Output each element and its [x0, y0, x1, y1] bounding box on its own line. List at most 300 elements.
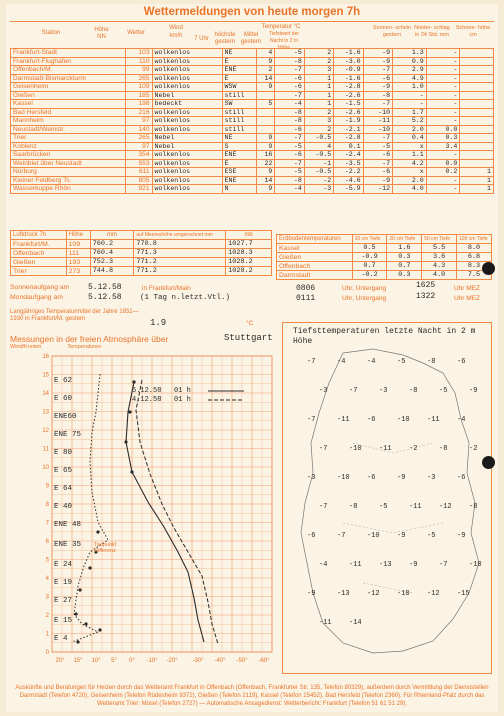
temp-mean: -3.5 [334, 159, 363, 168]
pressure-station: Trier [11, 267, 67, 276]
snow-depth: 1 [460, 168, 494, 177]
height-tick-label: 9 [45, 483, 49, 490]
aerology-title: Messungen in der freien Atmosphäre über [10, 334, 169, 344]
snow-depth: 1 [460, 176, 494, 185]
temp-7h: -6 [275, 74, 304, 83]
station-row [11, 49, 494, 58]
station-height: 354 [125, 151, 152, 160]
soil-50cm: 3.6 [422, 253, 457, 262]
wind-direction: ENE [222, 66, 257, 75]
moonset-time: 1322 [416, 292, 436, 301]
soil-station: Gießen [277, 253, 353, 262]
map-temperature-value: -5 [427, 532, 436, 540]
map-temperature-value: -2 [469, 445, 478, 453]
sunshine-hours: x [393, 142, 427, 151]
station-height: 109 [125, 83, 152, 92]
station-row [11, 100, 494, 109]
temp-max: -0.5 [304, 168, 333, 177]
precipitation: - [426, 91, 460, 100]
snow-depth [460, 134, 494, 143]
station-height: 97 [125, 142, 152, 151]
soil-row [277, 244, 492, 253]
snow-depth [460, 159, 494, 168]
snow-depth [460, 125, 494, 134]
header-wind-unit: km/h [169, 33, 183, 39]
height-tick-label: 3 [45, 594, 49, 601]
wind-direction: still [222, 125, 257, 134]
snow-depth [460, 74, 494, 83]
map-temperature-value: -2 [409, 445, 418, 453]
station-row [11, 125, 494, 134]
wind-speed: 9 [257, 83, 275, 92]
germany-outline-map [283, 323, 493, 675]
wind-direction: E [222, 159, 257, 168]
station-weather: wolkenlos [152, 49, 222, 58]
station-height: 265 [125, 134, 152, 143]
precipitation: - [426, 176, 460, 185]
in-frankfurt-label: in Frankfurt/Main [142, 285, 191, 292]
pressure-sealevel-mm: 771.2 [134, 258, 226, 267]
map-temperature-value: -9 [409, 561, 418, 569]
station-name: Offenbach/M. [11, 66, 126, 75]
snow-depth [460, 142, 494, 151]
snow-depth [460, 100, 494, 109]
station-row [11, 117, 494, 126]
temp-max: -3 [304, 185, 333, 194]
map-temperature-value: -12 [367, 590, 380, 598]
sunshine-hours: 2.0 [393, 125, 427, 134]
height-tick-label: 7 [45, 520, 49, 527]
height-tick-label: 0 [45, 650, 49, 656]
temp-mean: -1.6 [334, 74, 363, 83]
sunshine-hours: 4.9 [393, 74, 427, 83]
pressure-sealevel-mm: 771.2 [134, 267, 226, 276]
soil-100cm: 8.3 [457, 262, 492, 271]
soil-row [277, 262, 492, 271]
station-row [11, 185, 494, 194]
soil-station: Darmstadt [277, 271, 353, 280]
wind-speed: 4 [257, 49, 275, 58]
map-temperature-value: -13 [379, 561, 392, 569]
map-temperature-value: -3 [319, 387, 328, 395]
wind-label: E 4 [54, 635, 68, 643]
sunshine-hours: 2.0 [393, 176, 427, 185]
station-weather: wolkenlos [152, 159, 222, 168]
wind-speed: 2 [257, 66, 275, 75]
precipitation: - [426, 100, 460, 109]
country-outline [301, 349, 479, 653]
pressure-mb: 1028.2 [226, 258, 272, 267]
precipitation: - [426, 57, 460, 66]
wind-speed: 9 [257, 57, 275, 66]
soil-head-50: 50 cm Tiefe [422, 235, 457, 244]
pressure-mm: 744.8 [90, 267, 134, 276]
profile-marker [88, 566, 91, 569]
snow-depth [460, 83, 494, 92]
station-height: 611 [125, 168, 152, 177]
station-row [11, 176, 494, 185]
wind-speed: 16 [257, 151, 275, 160]
temp-max: -0.5 [304, 134, 333, 143]
precipitation: - [426, 108, 460, 117]
station-weather: wolkenlos [152, 151, 222, 160]
map-temperature-value: -8 [469, 503, 478, 511]
precipitation: - [426, 49, 460, 58]
map-temperature-value: -4 [457, 416, 466, 424]
temp-max: -0.5 [304, 151, 333, 160]
station-name: Weinbiet über Neustadt [11, 159, 126, 168]
legend-date-2: 4.12.58 [132, 396, 162, 404]
temp-7h: -6 [275, 83, 304, 92]
station-row [11, 91, 494, 100]
map-temperature-value: -11 [379, 445, 392, 453]
longterm-unit: °C [246, 320, 254, 327]
pressure-head-sealevel: auf Meereshöhe umgerechnet mm [134, 231, 226, 240]
station-height: 97 [125, 117, 152, 126]
height-tick-label: 13 [42, 409, 49, 416]
temp-max: 1 [304, 100, 333, 109]
punch-hole-upper [482, 262, 495, 275]
legend-time-1: 01 h [174, 387, 191, 395]
map-temperature-value: -6 [367, 474, 376, 482]
wind-direction: still [222, 117, 257, 126]
wind-speed [257, 117, 275, 126]
temp-min-night: -7 [363, 134, 392, 143]
aerology-place: Stuttgart [224, 333, 273, 343]
station-weather: wolkenlos [152, 176, 222, 185]
pressure-height: 109 [66, 240, 90, 249]
map-temperature-value: -13 [337, 590, 350, 598]
pressure-station: Frankfurt/M. [11, 240, 67, 249]
precipitation: 0.0 [426, 159, 460, 168]
wind-speed: 9 [257, 185, 275, 194]
soil-20cm: 0.3 [387, 253, 422, 262]
temp-mean: 0.1 [334, 142, 363, 151]
wind-speed: 9 [257, 142, 275, 151]
map-temperature-value: -3 [307, 474, 316, 482]
temp-7h: -5 [275, 168, 304, 177]
station-name: Neustadt/Weinstr. [11, 125, 126, 134]
map-temperature-value: -10 [397, 590, 410, 598]
x-tick-label: 20° [55, 658, 65, 664]
pressure-head-mb: mb [226, 231, 272, 240]
temp-max: 3 [304, 117, 333, 126]
sunrise-label: Sonnenaufgang am [10, 284, 70, 291]
pressure-height: 111 [66, 249, 90, 258]
pressure-mm: 760.2 [90, 240, 134, 249]
x-tick-label: -50° [236, 658, 248, 664]
temp-mean: -2.4 [334, 151, 363, 160]
soil-temperature-table [276, 234, 492, 280]
station-height: 140 [125, 125, 152, 134]
height-tick-label: 1 [45, 631, 49, 638]
temp-max: 2 [304, 49, 333, 58]
temp-max: 1 [304, 83, 333, 92]
temp-min-night: -6 [363, 151, 392, 160]
station-weather: wolkenlos [152, 185, 222, 194]
sunshine-hours: 4.2 [393, 159, 427, 168]
x-tick-label: 5° [111, 658, 117, 664]
x-tick-label: -40° [214, 658, 226, 664]
x-tick-label: -60° [258, 658, 270, 664]
soil-20cm: 0.3 [387, 271, 422, 280]
sunrise-date: 5.12.58 [88, 283, 122, 292]
soil-row [277, 253, 492, 262]
temp-max: 2 [304, 57, 333, 66]
precipitation: 0.0 [426, 125, 460, 134]
station-weather: wolkenlos [152, 66, 222, 75]
station-weather: wolkenlos [152, 125, 222, 134]
map-title: Tiefsttemperaturen letzte Nacht in 2 m Höhe [293, 327, 476, 346]
temp-min-night: -7 [363, 159, 392, 168]
sunshine-hours: - [393, 100, 427, 109]
temp-mean: -3.0 [334, 57, 363, 66]
station-height: 921 [125, 185, 152, 194]
station-height: 216 [125, 108, 152, 117]
precipitation: - [426, 66, 460, 75]
map-temperature-value: -11 [319, 619, 332, 627]
map-temperature-value: -8 [409, 387, 418, 395]
temp-mean: -4.6 [334, 176, 363, 185]
station-name: Gießen [11, 91, 126, 100]
wind-direction: ENE [222, 176, 257, 185]
temperature-map [282, 322, 492, 674]
pressure-sealevel-mm: 770.8 [134, 240, 226, 249]
soil-head-100: 100 cm Tiefe [457, 235, 492, 244]
profile-marker [128, 410, 131, 413]
pressure-mb: 1028.3 [226, 249, 272, 258]
soil-station: Kassel [277, 244, 353, 253]
height-tick-label: 16 [42, 354, 49, 360]
station-name: Mannheim [11, 117, 126, 126]
temp-min-night: -9 [363, 176, 392, 185]
sunshine-hours: 2.9 [393, 66, 427, 75]
header-snow: Schnee- höhe cm [455, 25, 491, 38]
pressure-station: Offenbach [11, 249, 67, 258]
temp-7h: -5 [275, 49, 304, 58]
station-row [11, 66, 494, 75]
temp-7h: -6 [275, 151, 304, 160]
map-temperature-value: -10 [337, 474, 350, 482]
wind-label: E 65 [54, 467, 73, 475]
station-name: Nürburg [11, 168, 126, 177]
wind-label: ENE 75 [54, 431, 82, 439]
header-height: Höhe NN [94, 27, 109, 40]
pressure-height: 193 [66, 258, 90, 267]
header-min-night: Tiefstwert der Nacht in 2 m Höhe [268, 31, 300, 51]
temp-min-night: -9 [363, 57, 392, 66]
pressure-height: 273 [66, 267, 90, 276]
station-name: Trier [11, 134, 126, 143]
soil-10cm: 0.7 [352, 262, 387, 271]
precipitation: - [426, 74, 460, 83]
wind-speed [257, 125, 275, 134]
soil-100cm: 6.8 [457, 253, 492, 262]
wind-label: E 60 [54, 395, 73, 403]
legend-date-1: 5.12.58 [132, 387, 162, 395]
temp-mean: -1.5 [334, 100, 363, 109]
station-weather: Nebel [152, 134, 222, 143]
map-temperature-value: -11 [337, 416, 350, 424]
weather-report-sheet [6, 4, 498, 712]
temp-7h: -8 [275, 176, 304, 185]
soil-50cm: 5.5 [422, 244, 457, 253]
soil-10cm: -0.2 [352, 271, 387, 280]
height-tick-label: 15 [42, 372, 49, 379]
sunshine-hours: 1.0 [393, 83, 427, 92]
station-weather: wolkenlos [152, 83, 222, 92]
height-tick-label: 5 [45, 557, 49, 564]
station-row [11, 108, 494, 117]
map-temperature-value: -9 [457, 532, 466, 540]
map-temperature-value: -11 [409, 503, 422, 511]
station-weather: wolkenlos [152, 168, 222, 177]
wind-speed: 9 [257, 168, 275, 177]
map-temperature-value: -9 [469, 387, 478, 395]
x-tick-label: -30° [192, 658, 204, 664]
sunset-time: 1625 [416, 281, 436, 290]
sunshine-hours: - [393, 91, 427, 100]
map-temperature-value: -12 [427, 590, 440, 598]
temp-mean: -2.6 [334, 108, 363, 117]
sunrise-time: 0806 [296, 284, 316, 293]
precipitation: - [426, 151, 460, 160]
station-name: Darmstadt-Bismarckturm [11, 74, 126, 83]
map-temperature-value: -4 [367, 358, 376, 366]
map-temperature-value: -7 [337, 532, 346, 540]
wind-label: ENE 48 [54, 521, 82, 529]
temp-mean: -0.9 [334, 66, 363, 75]
profile-marker [78, 588, 81, 591]
temp-mean: -2.6 [334, 91, 363, 100]
soil-100cm: 8.0 [457, 244, 492, 253]
temp-min-night: -9 [363, 83, 392, 92]
map-temperature-value: -6 [457, 474, 466, 482]
header-station: Station [41, 30, 61, 36]
precipitation: - [426, 117, 460, 126]
x-tick-label: 15° [73, 658, 83, 664]
map-temperature-value: -9 [397, 474, 406, 482]
snow-depth [460, 151, 494, 160]
wind-direction: E [222, 74, 257, 83]
sunshine-hours: 0.4 [393, 134, 427, 143]
station-table [10, 48, 494, 194]
snow-depth [460, 108, 494, 117]
header-mean: Mittel gestern [240, 32, 261, 45]
map-temperature-value: -9 [307, 590, 316, 598]
pressure-station: Gießen [11, 258, 67, 267]
temp-7h: -4 [275, 100, 304, 109]
map-temperature-value: -8 [427, 358, 436, 366]
wind-speed: 9 [257, 134, 275, 143]
station-name: Frankfurt-Stadt [11, 49, 126, 58]
map-temperature-value: -3 [427, 474, 436, 482]
height-tick-label: 2 [45, 613, 49, 619]
height-tick-label: 6 [45, 539, 49, 545]
profile-marker [96, 530, 99, 533]
station-height: 805 [125, 176, 152, 185]
station-weather: wolkenlos [152, 117, 222, 126]
header-sunshine: Sonnen- schein gestern [372, 25, 412, 38]
soil-100cm: 7.5 [457, 271, 492, 280]
sunshine-hours: 0.9 [393, 57, 427, 66]
wind-speed [257, 108, 275, 117]
temp-mean: -1.9 [334, 117, 363, 126]
pressure-mm: 760.4 [90, 249, 134, 258]
wind-direction: still [222, 108, 257, 117]
station-row [11, 83, 494, 92]
temp-7h: -8 [275, 57, 304, 66]
sunshine-hours: x [393, 168, 427, 177]
x-tick-label: 10° [91, 658, 101, 664]
map-temperature-value: -15 [457, 590, 470, 598]
temp-min-night: -7 [363, 66, 392, 75]
map-temperature-value: -8 [349, 503, 358, 511]
sunshine-hours: 1.3 [393, 49, 427, 58]
region-boundaries [343, 443, 443, 593]
station-row [11, 159, 494, 168]
pressure-head-station: Luftdruck 7h [11, 231, 67, 240]
height-tick-label: 10 [42, 465, 49, 471]
height-tick-label: 11 [42, 446, 49, 453]
map-temperature-value: -10 [469, 561, 482, 569]
snow-depth [460, 49, 494, 58]
soil-10cm: 0.5 [352, 244, 387, 253]
pressure-head-mm: mm [90, 231, 134, 240]
station-weather: wolkenlos [152, 57, 222, 66]
dewpoint-difference-line [72, 374, 108, 642]
temp-min-night: -10 [363, 108, 392, 117]
aerology-subtitle: Wind/Knoten Temperaturen [10, 344, 102, 350]
header-precip: Nieder- schlag in 24 Std. mm [414, 25, 450, 38]
wind-speed: 14 [257, 176, 275, 185]
temp-mean: -1.6 [334, 49, 363, 58]
sunshine-hours: 4.0 [393, 185, 427, 194]
precipitation: - [426, 83, 460, 92]
soil-station: Offenbach [277, 262, 353, 271]
soil-head: Erdbodentemperaturen [277, 235, 353, 244]
station-name: Saarbrücken [11, 151, 126, 160]
temp-min-night: -10 [363, 125, 392, 134]
wind-speed: 22 [257, 159, 275, 168]
wind-speed: 14 [257, 74, 275, 83]
station-name: Geisenheim [11, 83, 126, 92]
height-tick-label: 8 [45, 502, 49, 508]
page-title: Wettermeldungen von heute morgen 7h [143, 6, 361, 18]
map-temperature-value: -14 [349, 619, 362, 627]
sunset-label: Uhr, Untergang [342, 285, 387, 292]
temp-mean: -2.1 [334, 125, 363, 134]
pressure-row [11, 240, 272, 249]
map-temperature-value: -6 [457, 358, 466, 366]
map-temperature-value: -12 [439, 503, 452, 511]
station-weather: bedeckt [152, 100, 222, 109]
wind-direction: ESE [222, 168, 257, 177]
temp-max: -1 [304, 159, 333, 168]
station-height: 198 [125, 100, 152, 109]
station-name: Kleiner Feldberg Ts. [11, 176, 126, 185]
temp-7h: -7 [275, 134, 304, 143]
station-row [11, 134, 494, 143]
station-name: Frankfurt-Flughafen [11, 57, 126, 66]
mez-label-1: Uhr MEZ [454, 285, 480, 292]
profile-marker [132, 380, 135, 383]
wind-label: E 27 [54, 597, 73, 605]
map-temperature-value: -10 [349, 445, 362, 453]
moonrise-label: Mondaufgang am [10, 294, 63, 301]
map-temperature-value: -7 [349, 387, 358, 395]
temp-7h: -8 [275, 108, 304, 117]
